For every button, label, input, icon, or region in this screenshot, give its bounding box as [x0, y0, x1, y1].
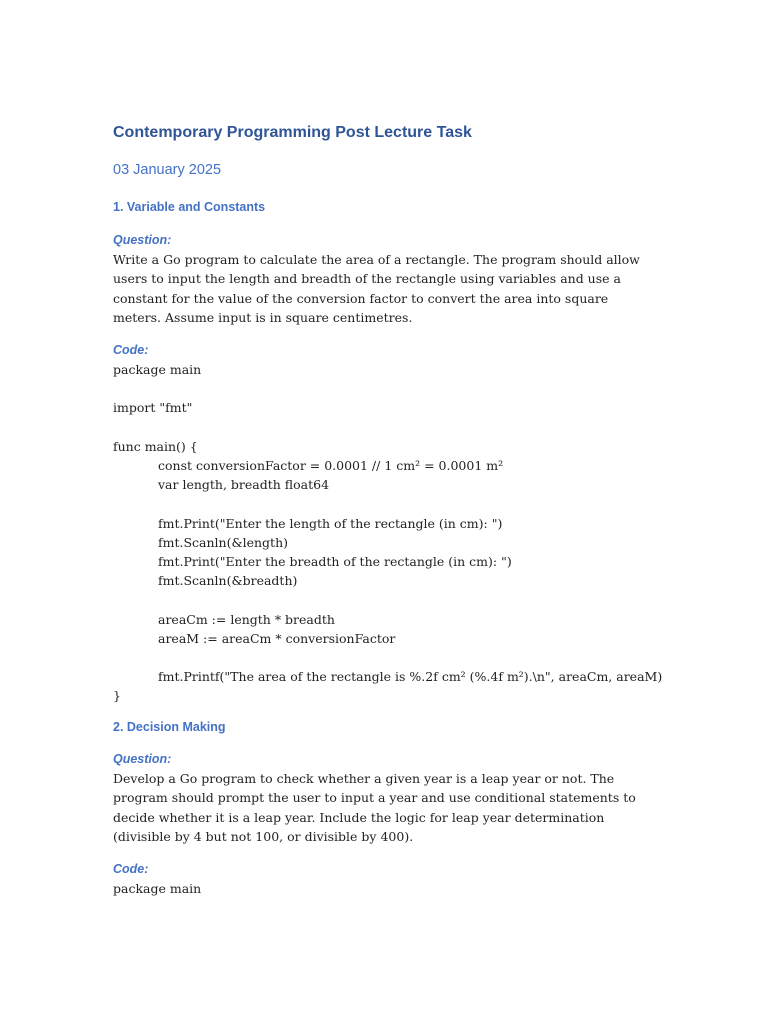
code-line: package main: [113, 362, 202, 377]
document-date: 03 January 2025: [113, 162, 222, 178]
section-1-code-label: Code:: [113, 343, 149, 357]
code-line: func main() {: [113, 438, 198, 454]
document-title: Contemporary Programming Post Lecture Task: [113, 124, 472, 141]
code-line: [113, 590, 662, 609]
code-line: fmt.Print("Enter the length of the rectangle (in cm): "): [158, 515, 503, 531]
code-line: var length, breadth float64: [158, 477, 330, 493]
code-line: [113, 494, 662, 513]
code-line: import "fmt": [113, 400, 193, 416]
section-2-question-text: Develop a Go program to check whether a given year is a leap year or not. The program should prompt the user to input a year and use conditional statements to decide whether it is a leap year. Include the logic for leap year determination (divisible by 4 but not 100, or divisible by 400).: [113, 771, 636, 844]
section-1-code-block: [113, 360, 662, 706]
code-line: areaCm := length * breadth: [158, 611, 335, 627]
section-1-question-text: Write a Go program to calculate the area of a rectangle. The program should allow users to input the length and breadth of the rectangle using variables and use a constant for the value of the conversion factor to convert the area into square meters. Assume input is in square centimetres.: [113, 252, 640, 325]
code-line: fmt.Printf("The area of the rectangle is %.2f cm² (%.4f m²).\n", areaCm, areaM): [158, 669, 663, 685]
section-1-question-label: Question:: [113, 233, 172, 247]
code-line: const conversionFactor = 0.0001 // 1 cm² = 0.0001 m²: [158, 458, 504, 474]
code-line: }: [113, 688, 121, 704]
section-2-code-label: Code:: [113, 862, 149, 876]
code-line: fmt.Scanln(&breadth): [158, 573, 298, 589]
section-1-heading: 1. Variable and Constants: [113, 200, 266, 214]
section-2-question-label: Question:: [113, 752, 172, 766]
code-line: [113, 379, 662, 398]
section-2-code-block: [113, 879, 201, 898]
code-line: fmt.Scanln(&length): [158, 534, 288, 550]
code-line: [113, 648, 662, 667]
section-2-heading: 2. Decision Making: [113, 720, 226, 734]
code-line: areaM := areaCm * conversionFactor: [158, 630, 396, 646]
code-line: package main: [113, 881, 202, 896]
code-line: fmt.Print("Enter the breadth of the rectangle (in cm): "): [158, 554, 512, 570]
code-line: [113, 418, 662, 437]
